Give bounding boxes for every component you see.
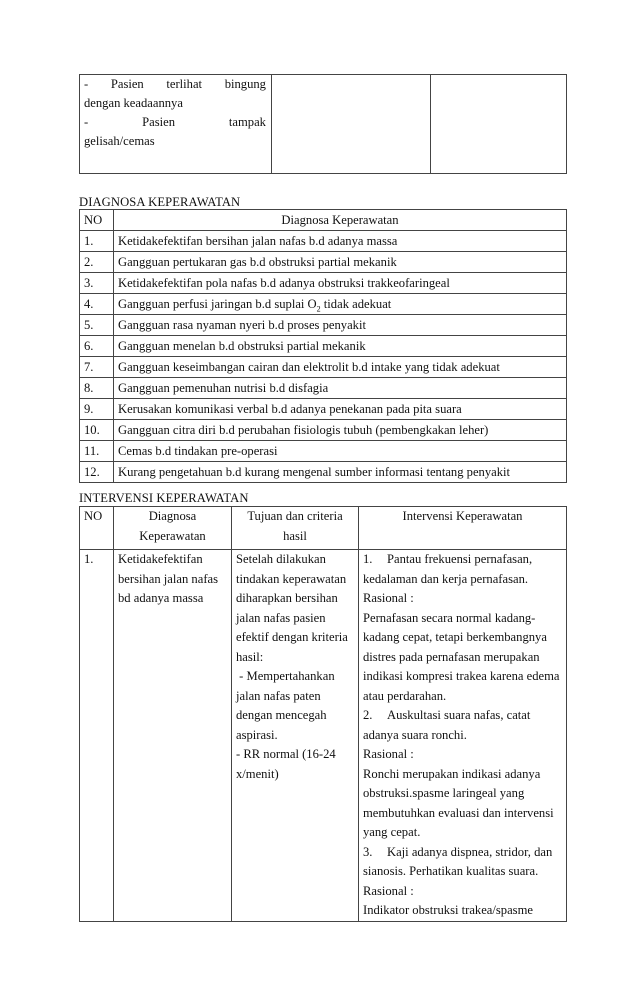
assessment-data-cell	[80, 75, 272, 174]
diagnosa-rows	[80, 231, 567, 483]
row-number: 4.	[80, 294, 114, 315]
assessment-line: gelisah/cemas	[84, 134, 155, 148]
row-number: 3.	[80, 273, 114, 294]
empty-cell	[431, 75, 567, 174]
row-diagnosa-text: Kerusakan komunikasi verbal b.d adanya penekanan pada pita suara	[114, 399, 567, 420]
row-diagnosa-text: Gangguan rasa nyaman nyeri b.d proses penyakit	[114, 315, 567, 336]
text-line: - Mempertahankan	[236, 669, 335, 683]
row-diagnosa	[114, 550, 232, 922]
row-diagnosa-text: Kurang pengetahuan b.d kurang mengenal sumber informasi tentang penyakit	[114, 462, 567, 483]
assessment-line: - Pasien tampak	[84, 115, 266, 129]
header-no: NO	[80, 507, 114, 550]
text-line: Setelah dilakukan	[236, 552, 326, 566]
text-line: Indikator obstruksi trakea/spasme	[363, 903, 533, 917]
text-line: sianosis. Perhatikan kualitas suara.	[363, 864, 539, 878]
assessment-continuation-table	[79, 74, 567, 174]
text-line: jalan nafas paten	[236, 688, 321, 703]
text-line: dengan mencegah	[236, 708, 327, 722]
text-line: Rasional :	[363, 591, 414, 605]
text-line: Ronchi merupakan indikasi adanya	[363, 766, 541, 781]
text-line: kadang cepat, tetapi berkembangnya	[363, 630, 547, 644]
intervensi-table	[79, 506, 567, 922]
header-intervensi: Intervensi Keperawatan	[359, 507, 567, 550]
text-line: tindakan keperawatan	[236, 571, 347, 586]
text-line: jalan nafas pasien	[236, 610, 326, 625]
row-number: 9.	[80, 399, 114, 420]
numbered-intervention: 2. Auskultasi suara nafas, catat	[363, 708, 531, 722]
text-line: Ketidakefektifan	[118, 552, 203, 566]
table-row	[80, 273, 567, 294]
text-line: yang cepat.	[363, 825, 421, 839]
text-line: indikasi kompresi trakea karena edema	[363, 669, 560, 683]
text-line: bd adanya massa	[118, 591, 204, 605]
header-no: NO	[80, 210, 114, 231]
text-line: obstruksi.spasme laringeal yang	[363, 786, 525, 800]
diagnosa-table	[79, 209, 567, 483]
table-row	[80, 399, 567, 420]
row-diagnosa-text: Ketidakefektifan bersihan jalan nafas b.d adanya massa	[114, 231, 567, 252]
text-line: bersihan jalan nafas	[118, 571, 219, 586]
row-number: 7.	[80, 357, 114, 378]
table-row	[80, 550, 567, 922]
text-line: adanya suara ronchi.	[363, 727, 467, 742]
numbered-intervention: 1. Pantau frekuensi pernafasan,	[363, 552, 533, 566]
table-row	[80, 252, 567, 273]
text-line: diharapkan bersihan	[236, 591, 338, 605]
row-diagnosa-text: Gangguan menelan b.d obstruksi partial mekanik	[114, 336, 567, 357]
row-diagnosa-text: Cemas b.d tindakan pre-operasi	[114, 441, 567, 462]
text-line: x/menit)	[236, 766, 279, 781]
table-header-row	[80, 507, 567, 550]
numbered-intervention: 3. Kaji adanya dispnea, stridor, dan	[363, 844, 553, 859]
row-number: 12.	[80, 462, 114, 483]
row-tujuan	[232, 550, 359, 922]
row-diagnosa-text: Gangguan perfusi jaringan b.d suplai $O_2$ tidak adekuat	[114, 294, 567, 315]
table-row	[80, 420, 567, 441]
table-row	[80, 231, 567, 252]
text-line: efektif dengan kriteria	[236, 630, 348, 644]
text-line: kedalaman dan kerja pernafasan.	[363, 571, 529, 586]
row-number: 8.	[80, 378, 114, 399]
assessment-line: dengan keadaannya	[84, 96, 183, 110]
row-number: 5.	[80, 315, 114, 336]
text-line: aspirasi.	[236, 727, 278, 742]
header-tujuan: Tujuan dan criteria hasil	[232, 507, 359, 550]
text-line: Rasional :	[363, 747, 414, 761]
table-row	[80, 336, 567, 357]
row-intervensi	[359, 550, 567, 922]
row-number: 10.	[80, 420, 114, 441]
table-row	[80, 357, 567, 378]
text-line: distres pada pernafasan merupakan	[363, 649, 540, 664]
row-number: 6.	[80, 336, 114, 357]
table-row	[80, 462, 567, 483]
row-diagnosa-text: Gangguan citra diri b.d perubahan fisiologis tubuh (pembengkakan leher)	[114, 420, 567, 441]
row-number: 2.	[80, 252, 114, 273]
empty-cell	[272, 75, 431, 174]
table-row	[80, 294, 567, 315]
intervensi-section-title: INTERVENSI KEPERAWATAN	[79, 491, 249, 505]
row-diagnosa-text: Ketidakefektifan pola nafas b.d adanya obstruksi trakkeofaringeal	[114, 273, 567, 294]
text-line: Rasional :	[363, 883, 414, 898]
text-line: - RR normal (16-24	[236, 747, 336, 761]
row-diagnosa-text: Gangguan pemenuhan nutrisi b.d disfagia	[114, 378, 567, 399]
table-row	[80, 315, 567, 336]
text-line: Pernafasan secara normal kadang-	[363, 610, 536, 625]
row-diagnosa-text: Gangguan pertukaran gas b.d obstruksi partial mekanik	[114, 252, 567, 273]
assessment-line: - Pasien terlihat bingung	[84, 77, 266, 91]
header-diagnosa: Diagnosa Keperawatan	[114, 507, 232, 550]
table-row	[80, 441, 567, 462]
row-number: 1.	[80, 231, 114, 252]
header-diagnosa: Diagnosa Keperawatan	[114, 210, 567, 231]
row-no: 1.	[80, 550, 114, 922]
row-diagnosa-text: Gangguan keseimbangan cairan dan elektrolit b.d intake yang tidak adekuat	[114, 357, 567, 378]
table-row	[80, 378, 567, 399]
diagnosa-section-title: DIAGNOSA KEPERAWATAN	[79, 195, 241, 209]
text-line: atau perdarahan.	[363, 688, 447, 703]
text-line: membutuhkan evaluasi dan intervensi	[363, 805, 554, 820]
table-header-row	[80, 210, 567, 231]
text-line: hasil:	[236, 649, 264, 664]
row-number: 11.	[80, 441, 114, 462]
